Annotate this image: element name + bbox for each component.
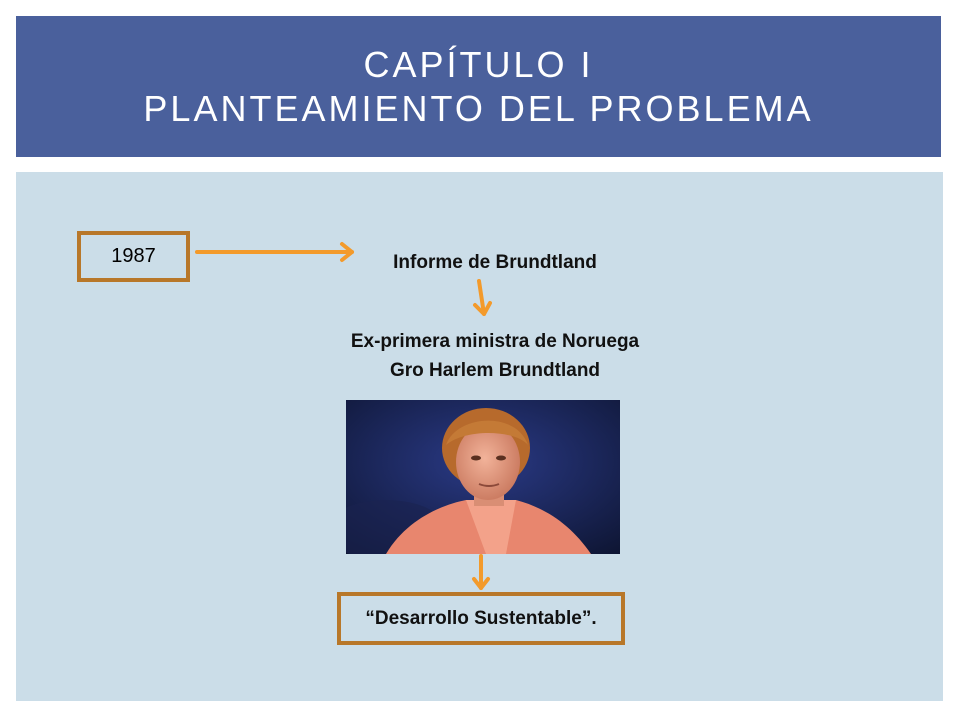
person-name: Gro Harlem Brundtland	[389, 360, 601, 381]
arrow-photo-to-result	[474, 556, 488, 588]
title-line-1: CAPÍTULO I	[363, 43, 594, 85]
title-line-2: PLANTEAMIENTO DEL PROBLEMA	[143, 87, 814, 129]
person-title: Ex-primera ministra de Noruega	[350, 331, 640, 352]
result-label: “Desarrollo Sustentable”.	[365, 607, 597, 629]
report-label: Informe de Brundtland	[393, 252, 597, 273]
arrow-report-to-person	[475, 281, 490, 314]
year-label: 1987	[111, 245, 156, 267]
arrow-year-to-report	[197, 244, 352, 260]
